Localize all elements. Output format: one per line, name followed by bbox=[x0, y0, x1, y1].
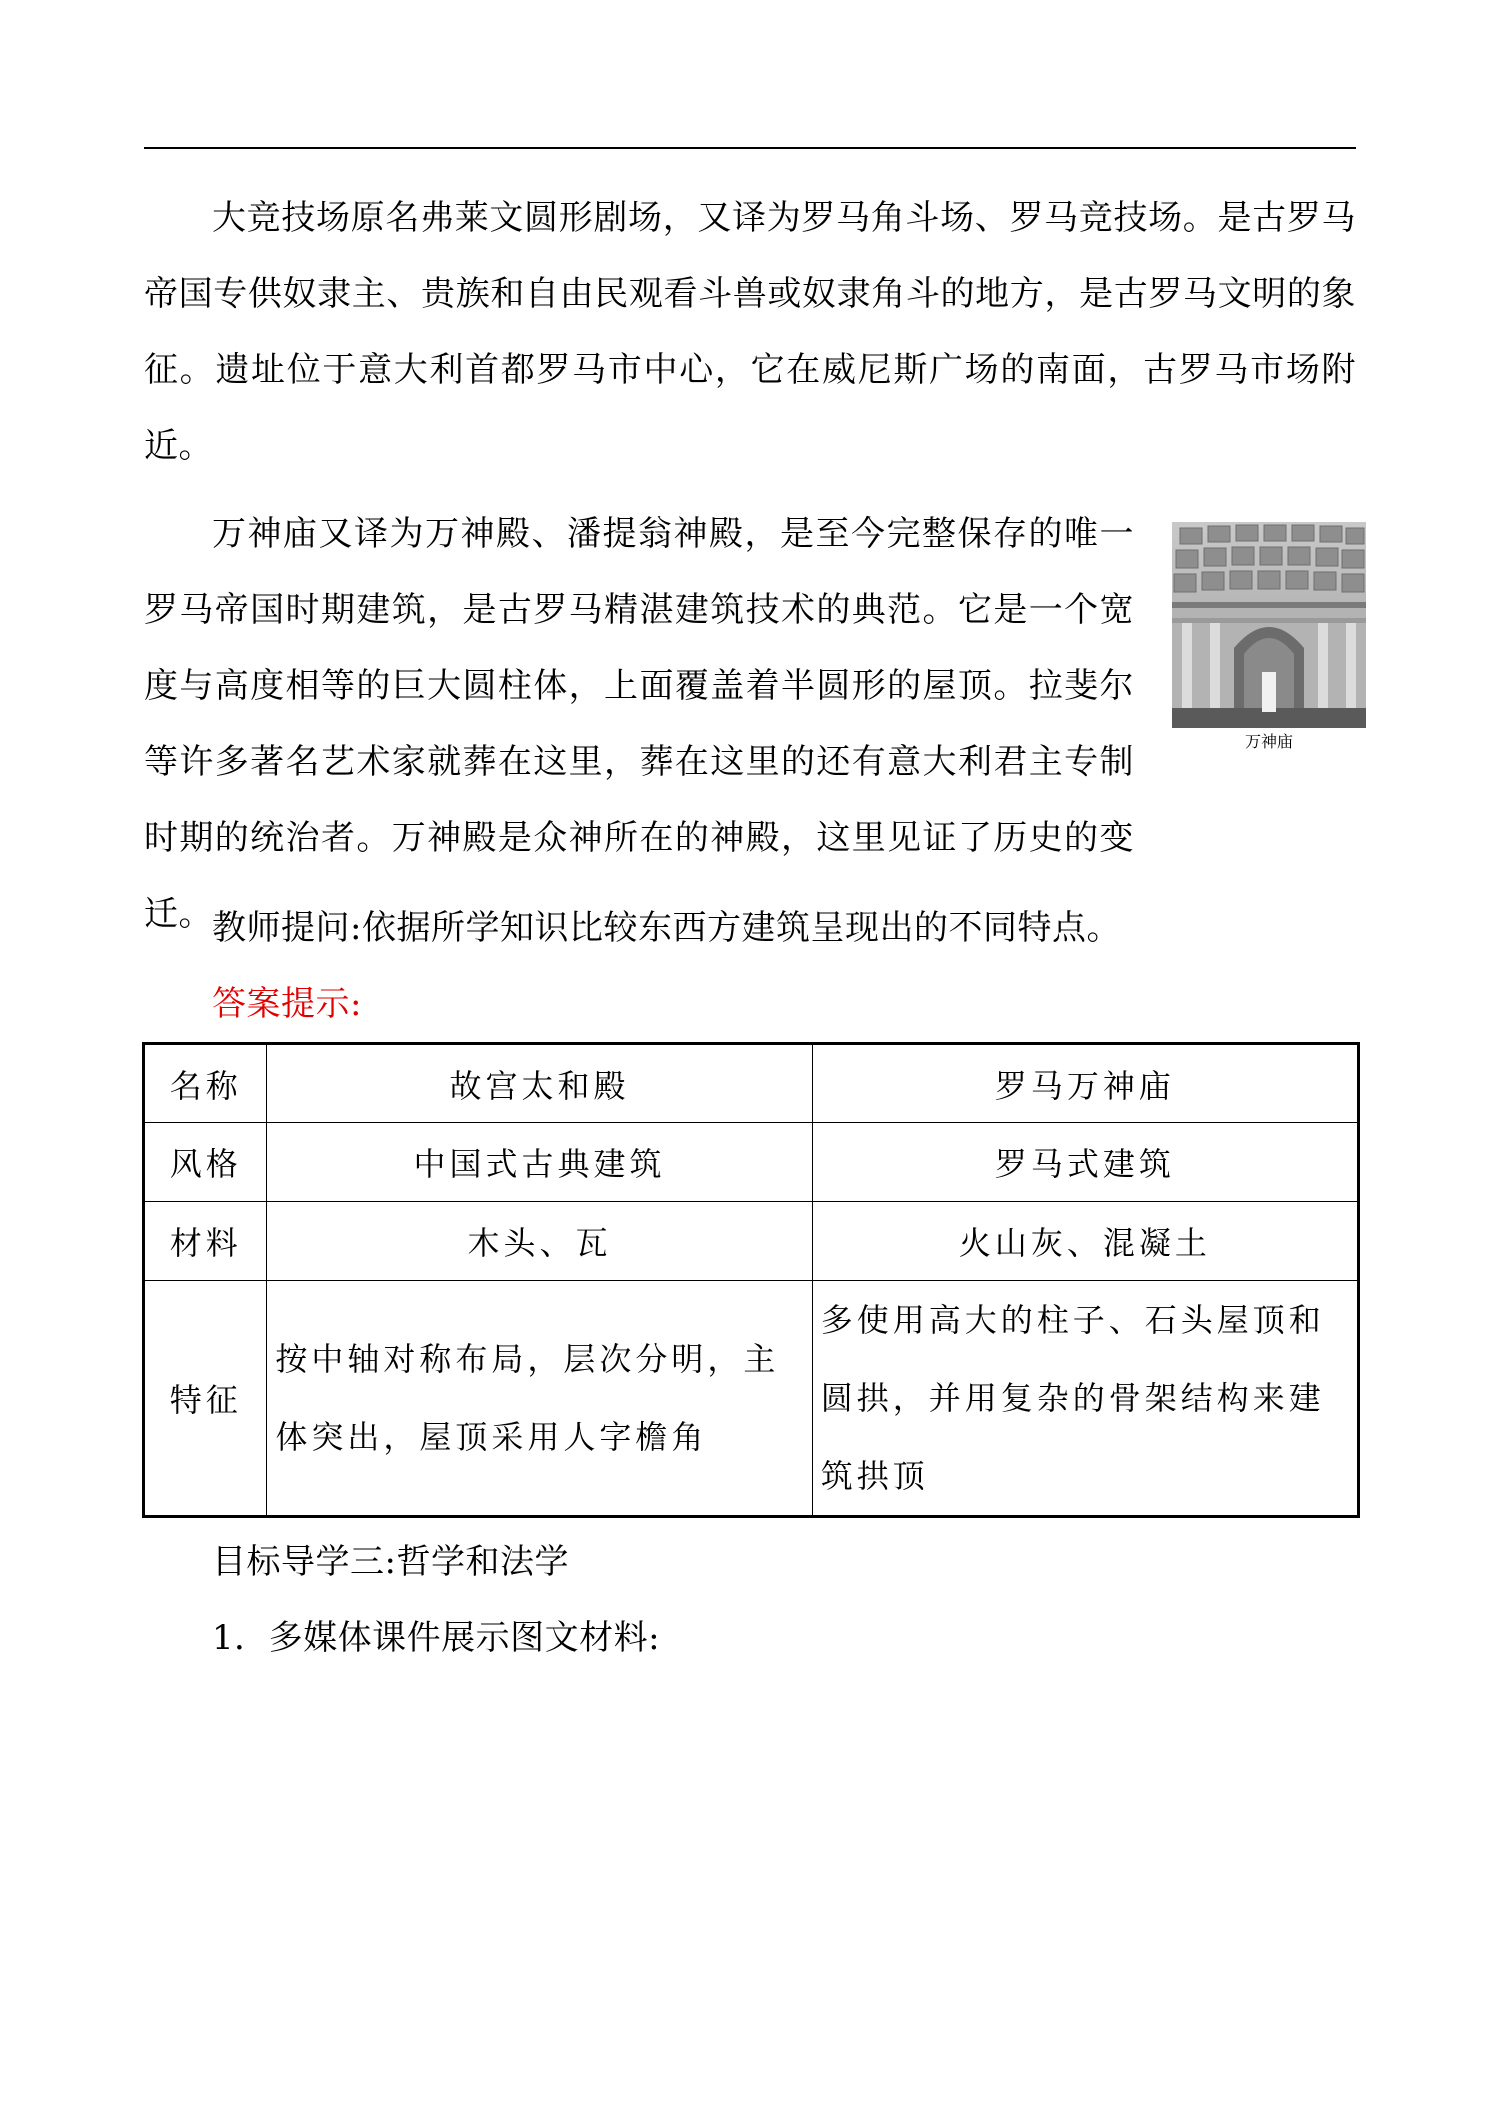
west-cell: 多使用高大的柱子、石头屋顶和圆拱，并用复杂的骨架结构来建筑拱顶 bbox=[812, 1281, 1358, 1517]
table-row bbox=[144, 1202, 1359, 1281]
paragraph-colosseum: 大竞技场原名弗莱文圆形剧场，又译为罗马角斗场、罗马竞技场。是古罗马帝国专供奴隶主、贵族和自由民观看斗兽或奴隶角斗的地方，是古罗马文明的象征。遗址位于意大利首都罗马市中心，它在威尼斯广场的南面，古罗马市场附近。 bbox=[144, 198, 1356, 466]
row-key: 名称 bbox=[144, 1044, 267, 1123]
header-rule bbox=[144, 147, 1356, 149]
west-cell: 罗马万神庙 bbox=[812, 1044, 1358, 1123]
answer-hint: 答案提示: bbox=[212, 984, 362, 1024]
table-row bbox=[144, 1123, 1359, 1202]
east-cell: 中国式古典建筑 bbox=[267, 1123, 812, 1202]
west-cell: 罗马式建筑 bbox=[812, 1123, 1358, 1202]
goal-heading: 目标导学三:哲学和法学 bbox=[212, 1542, 569, 1582]
pantheon-figure bbox=[1172, 522, 1366, 752]
row-key: 特征 bbox=[144, 1281, 267, 1517]
row-key: 风格 bbox=[144, 1123, 267, 1202]
east-cell: 故宫太和殿 bbox=[267, 1044, 812, 1123]
figure-caption: 万神庙 bbox=[1244, 732, 1293, 751]
teacher-question: 教师提问:依据所学知识比较东西方建筑呈现出的不同特点。 bbox=[212, 908, 1121, 948]
west-cell: 火山灰、混凝土 bbox=[812, 1202, 1358, 1281]
pantheon-photo bbox=[1172, 522, 1366, 728]
east-cell: 木头、瓦 bbox=[267, 1202, 812, 1281]
row-key: 材料 bbox=[144, 1202, 267, 1281]
table-row bbox=[144, 1281, 1359, 1517]
paragraph-pantheon: 万神庙又译为万神殿、潘提翁神殿，是至今完整保存的唯一罗马帝国时期建筑，是古罗马精湛建筑技术的典范。它是一个宽度与高度相等的巨大圆柱体，上面覆盖着半圆形的屋顶。拉斐尔等许多著名艺术家就葬在这里，葬在这里的还有意大利君主专制时期的统治者。万神殿是众神所在的神殿，这里见证了历史的变迁。 bbox=[144, 514, 1134, 934]
list-item: 1．多媒体课件展示图文材料: bbox=[212, 1618, 661, 1658]
table-row bbox=[144, 1044, 1359, 1123]
east-cell: 按中轴对称布局，层次分明，主体突出，屋顶采用人字檐角 bbox=[267, 1281, 812, 1517]
comparison-table bbox=[142, 1042, 1360, 1518]
